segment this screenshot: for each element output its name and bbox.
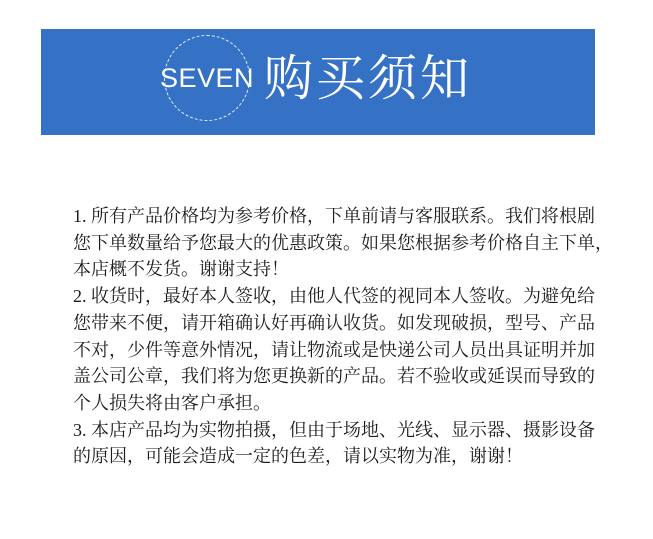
- notice-line: 您带来不便，请开箱确认好再确认收货。如发现破损，型号、产品: [73, 312, 595, 333]
- seven-logo-circle: [159, 35, 255, 121]
- notice-line: 的原因，可能会造成一定的色差，请以实物为准，谢谢！: [73, 446, 523, 467]
- page-title: 购买须知: [263, 50, 472, 106]
- seven-logo-text: SEVEN: [159, 62, 255, 93]
- notice-line: 3. 本店产品均为实物拍摄，但由于场地、光线、显示器、摄影设备: [73, 419, 595, 440]
- notice-line: 您下单数量给予您最大的优惠政策。如果您根据参考价格自主下单，: [73, 232, 613, 253]
- notice-line: 2. 收货时，最好本人签收，由他人代签的视同本人签收。为避免给: [73, 286, 595, 307]
- notice-line: 不对，少件等意外情况，请让物流或是快递公司人员出具证明并加: [73, 339, 595, 360]
- notice-text-block: [73, 203, 613, 470]
- notice-line: 1. 所有产品价格均为参考价格，下单前请与客服联系。我们将根剧: [73, 206, 595, 226]
- notice-line: 个人损失将由客户承担。: [73, 392, 271, 413]
- banner-content: [159, 35, 472, 121]
- notice-line: 本店概不发货。谢谢支持！: [73, 259, 289, 280]
- banner: [41, 29, 595, 135]
- notice-line: 盖公司公章，我们将为您更换新的产品。若不验收或延误而导致的: [73, 366, 595, 387]
